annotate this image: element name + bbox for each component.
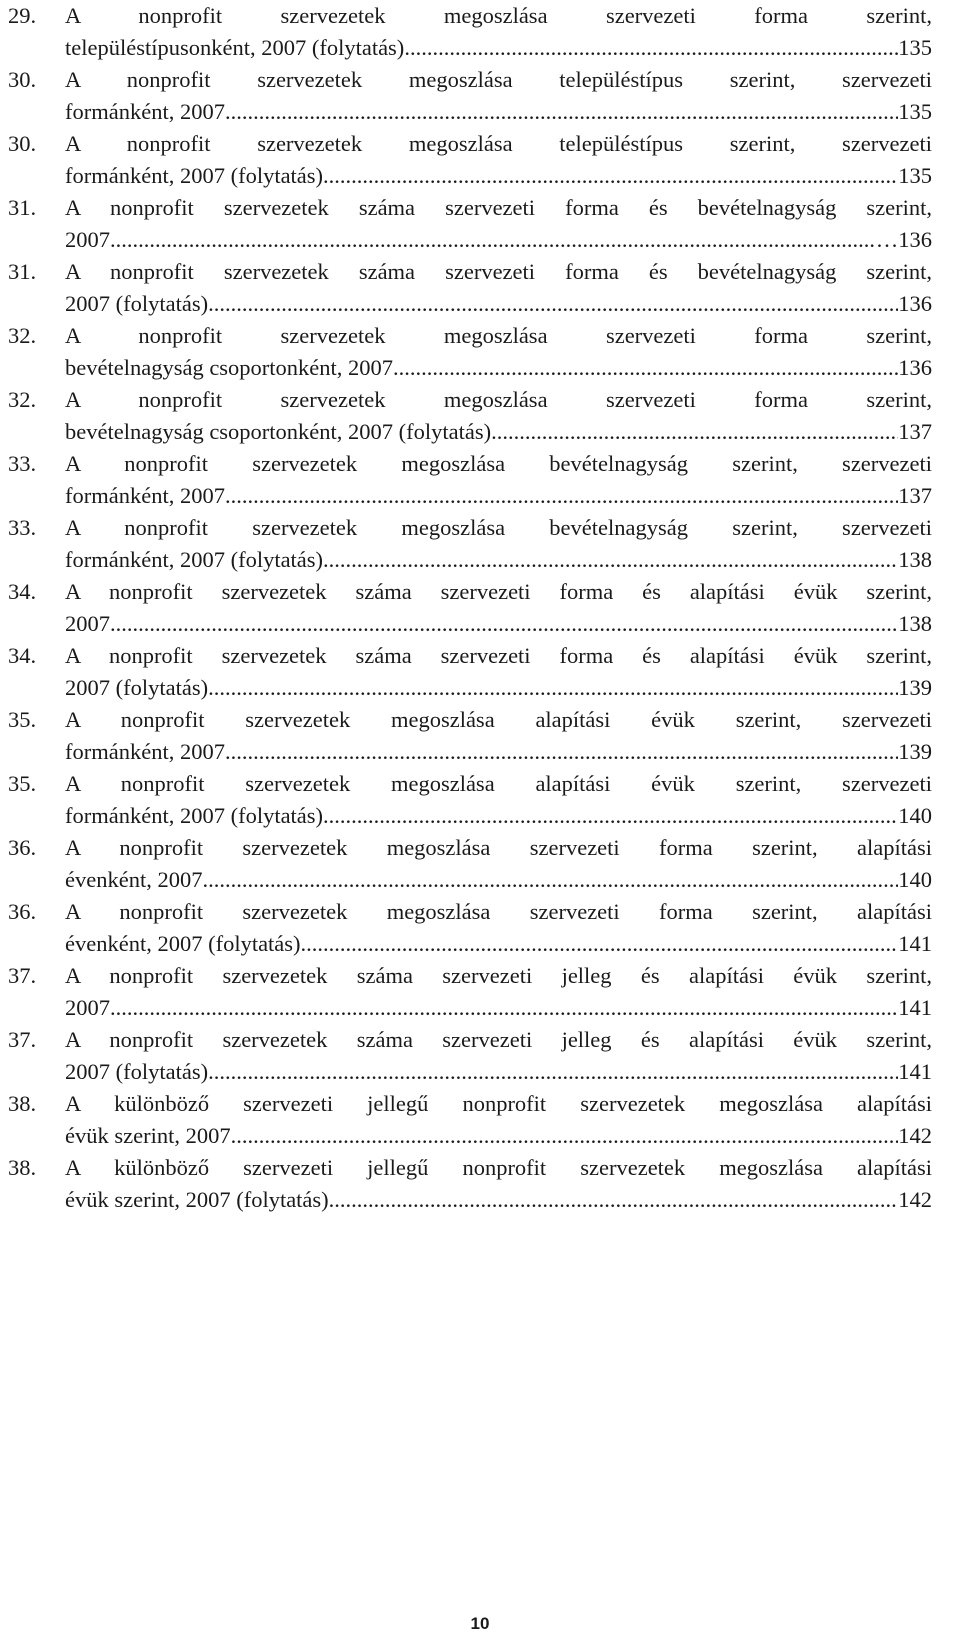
dot-leader (208, 1056, 898, 1088)
dot-leader (323, 160, 898, 192)
entry-title-line2: formánként, 2007 (folytatás) (65, 163, 324, 188)
entry-page: 136 (898, 291, 932, 316)
page-number: 10 (470, 1614, 490, 1633)
entry-number: 31. (8, 195, 37, 220)
entry-title-line2: 2007. (65, 611, 116, 636)
entry-title-line1: A nonprofit szervezetek száma szervezeti forma és alapítási évük szerint, (65, 643, 932, 668)
entry-page: 137 (898, 419, 932, 444)
toc-entry[interactable] (8, 768, 932, 832)
entry-title-line2: formánként, 2007 (65, 739, 225, 764)
entry-title-line1: A nonprofit szervezetek megoszlása bevételnagyság szerint, szervezeti (65, 515, 932, 540)
entry-page: 141 (898, 1059, 932, 1084)
entry-page: 140 (898, 803, 932, 828)
entry-number: 35. (8, 707, 37, 732)
entry-title-line1: A nonprofit szervezetek száma szervezeti jelleg és alapítási évük szerint, (65, 963, 932, 988)
toc-entry[interactable] (8, 1024, 932, 1088)
dot-leader (202, 864, 898, 896)
dot-leader (116, 224, 876, 256)
toc-entry[interactable] (8, 832, 932, 896)
entry-title-line2: évük szerint, 2007 (65, 1123, 231, 1148)
entry-page: 142 (898, 1187, 932, 1212)
entry-title-line2: településtípusonként, 2007 (folytatás) (65, 35, 405, 60)
toc-entry[interactable] (8, 192, 932, 256)
entry-number: 33. (8, 515, 37, 540)
entry-number: 30. (8, 131, 37, 156)
entry-page: 139 (898, 675, 932, 700)
entry-title-line1: A különböző szervezeti jellegű nonprofit szervezetek megoszlása alapítási (65, 1155, 932, 1180)
dot-leader (116, 992, 899, 1024)
entry-title-line2: bevételnagyság csoportonként, 2007 (65, 355, 394, 380)
entry-number: 31. (8, 259, 37, 284)
entry-title-line1: A nonprofit szervezetek száma szervezeti forma és alapítási évük szerint, (65, 579, 932, 604)
entry-page: 137 (898, 483, 932, 508)
dot-leader (491, 416, 898, 448)
entry-title-line2: 2007 (folytatás) (65, 675, 209, 700)
entry-title-line2: bevételnagyság csoportonként, 2007 (folytatás) (65, 419, 492, 444)
entry-number: 38. (8, 1091, 37, 1116)
entry-title-line1: A nonprofit szervezetek száma szervezeti forma és bevételnagyság szerint, (65, 259, 932, 284)
entry-page: 135 (898, 99, 932, 124)
dot-leader (208, 672, 898, 704)
entry-number: 34. (8, 579, 37, 604)
entry-title-line2: formánként, 2007 (folytatás) (65, 547, 324, 572)
dot-leader (329, 1184, 899, 1216)
entry-number: 32. (8, 387, 37, 412)
entry-page: …136 (875, 227, 932, 252)
entry-page: 135 (898, 35, 932, 60)
toc-entry[interactable] (8, 320, 932, 384)
toc-entry[interactable] (8, 64, 932, 128)
entry-number: 32. (8, 323, 37, 348)
entry-title-line2: 2007 (folytatás) (65, 1059, 209, 1084)
toc-entry[interactable] (8, 0, 932, 64)
entry-title-line2: formánként, 2007 (folytatás) (65, 803, 324, 828)
entry-page: 135 (898, 163, 932, 188)
toc-entry[interactable] (8, 960, 932, 1024)
entry-number: 34. (8, 643, 37, 668)
entry-title-line1: A nonprofit szervezetek megoszlása településtípus szerint, szervezeti (65, 67, 932, 92)
entry-title-line2: 2007. (65, 995, 116, 1020)
entry-number: 37. (8, 1027, 37, 1052)
entry-title-line2: formánként, 2007. (65, 99, 231, 124)
entry-title-line1: A nonprofit szervezetek megoszlása szervezeti forma szerint, alapítási (65, 899, 932, 924)
entry-title-line1: A nonprofit szervezetek száma szervezeti forma és bevételnagyság szerint, (65, 195, 932, 220)
toc-entry[interactable] (8, 384, 932, 448)
toc-entry[interactable] (8, 128, 932, 192)
entry-number: 33. (8, 451, 37, 476)
entry-title-line2: 2007 (folytatás) (65, 291, 209, 316)
entry-page: 138 (898, 611, 932, 636)
entry-number: 37. (8, 963, 37, 988)
entry-number: 38. (8, 1155, 37, 1180)
entry-title-line1: A különböző szervezeti jellegű nonprofit szervezetek megoszlása alapítási (65, 1091, 932, 1116)
entry-page: 138 (898, 547, 932, 572)
toc-entry[interactable] (8, 640, 932, 704)
entry-page: 141 (898, 995, 932, 1020)
toc-entry[interactable] (8, 1152, 932, 1216)
entry-title-line1: A nonprofit szervezetek megoszlása szervezeti forma szerint, (65, 323, 932, 348)
dot-leader (225, 480, 898, 512)
entry-page: 139 (898, 739, 932, 764)
dot-leader (231, 1120, 899, 1152)
entry-title-line2: évenként, 2007 (folytatás) (65, 931, 301, 956)
toc-entry[interactable] (8, 896, 932, 960)
dot-leader (323, 800, 898, 832)
entry-number: 36. (8, 899, 37, 924)
entry-title-line1: A nonprofit szervezetek megoszlása szervezeti forma szerint, (65, 3, 932, 28)
toc-entry[interactable] (8, 576, 932, 640)
entry-number: 29. (8, 3, 37, 28)
entry-page: 142 (898, 1123, 932, 1148)
toc-entry[interactable] (8, 256, 932, 320)
entry-title-line1: A nonprofit szervezetek megoszlása bevételnagyság szerint, szervezeti (65, 451, 932, 476)
toc-entry[interactable] (8, 704, 932, 768)
entry-title-line2: évenként, 2007 (65, 867, 203, 892)
table-of-contents (8, 0, 932, 1216)
toc-entry[interactable] (8, 1088, 932, 1152)
toc-entry[interactable] (8, 448, 932, 512)
entry-page: 141 (898, 931, 932, 956)
entry-title-line2: formánként, 2007 (65, 483, 225, 508)
entry-title-line1: A nonprofit szervezetek megoszlása településtípus szerint, szervezeti (65, 131, 932, 156)
dot-leader (116, 608, 899, 640)
entry-title-line1: A nonprofit szervezetek száma szervezeti jelleg és alapítási évük szerint, (65, 1027, 932, 1052)
entry-page: 136 (898, 355, 932, 380)
entry-number: 30. (8, 67, 37, 92)
dot-leader (231, 96, 899, 128)
entry-title-line1: A nonprofit szervezetek megoszlása alapítási évük szerint, szervezeti (65, 707, 932, 732)
dot-leader (323, 544, 898, 576)
dot-leader (393, 352, 898, 384)
dot-leader (225, 736, 898, 768)
entry-title-line1: A nonprofit szervezetek megoszlása szervezeti forma szerint, (65, 387, 932, 412)
entry-title-line2: 2007. (65, 227, 116, 252)
entry-title-line2: évük szerint, 2007 (folytatás) (65, 1187, 329, 1212)
entry-title-line1: A nonprofit szervezetek megoszlása alapítási évük szerint, szervezeti (65, 771, 932, 796)
dot-leader (301, 928, 899, 960)
toc-entry[interactable] (8, 512, 932, 576)
dot-leader (208, 288, 898, 320)
entry-number: 36. (8, 835, 37, 860)
entry-page: 140 (898, 867, 932, 892)
dot-leader (404, 32, 898, 64)
entry-title-line1: A nonprofit szervezetek megoszlása szervezeti forma szerint, alapítási (65, 835, 932, 860)
entry-number: 35. (8, 771, 37, 796)
